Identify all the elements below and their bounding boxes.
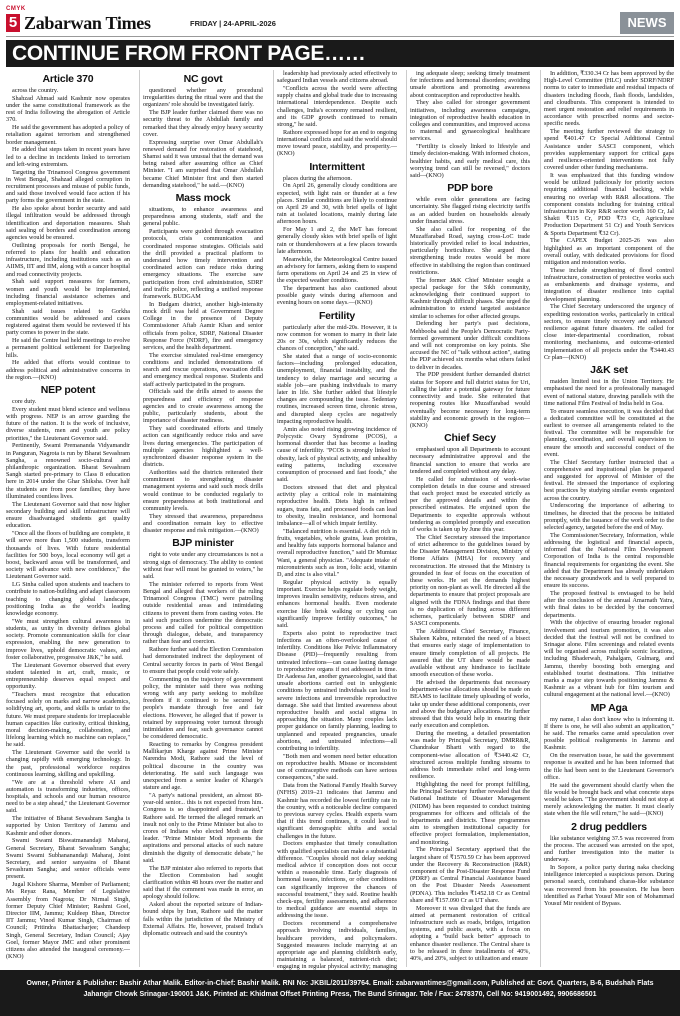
- article-paragraph: In Budgam district, another high-intensity mock drill was held at Government Degree College in the presence of Deputy Commissioner Aftab Aamir Khan and senior officials from police, SDRF, National Disaster Response Force (NDRF), fire and emergency services, and the health department.: [143, 300, 263, 352]
- article-paragraph: On April 26, generally cloudy conditions are expected, with light rain or thunder at a few places. Similar conditions are likely to continue on April 29 and 30, with brief spells of light rain at isolated locations, mainly during late afternoon hours.: [277, 182, 397, 226]
- article-paragraph: The Lieutenant Governor said the world is changing rapidly with emerging technology. In the past, professional workforce requires continuous learning, skilling and upskilling.: [6, 749, 130, 778]
- article-paragraph: my name, I also don't know who is informing it. If there is one, he will also submit an application," he said. The remarks came amid speculation over possible political realignments in Jammu and Kashmir.: [544, 715, 674, 752]
- article-paragraph: Doctors stressed that diet and physical activity play a critical role in maintaining reproductive health. Diets high in refined sugars, trans fats, and processed foods can lead to obesity, insulin resistance, and hormonal imbalance—all of which impair fertility.: [277, 483, 397, 527]
- article-headline: NEP potent: [40, 384, 96, 397]
- article-paragraph: Doctors recommend a comprehensive approach involving individuals, families, healthcare providers, and policymakers. Suggested measures include marrying at an appropriate age and planning childbirth early, maintaining a balanced, nutrient-rich diet; engaging in regular physical activity; managing: [277, 920, 397, 971]
- article-paragraph: The PDP president further demanded district status for Sopore and full district status for Uri, calling the latter a potential gateway for future connectivity and trade. She reiterated that reopening routes like Muzaffarabad would eventually become necessary for long-term stability and economic growth in the region—(KNO): [410, 371, 530, 429]
- article-paragraph: These include strengthening of flood control infrastructure, construction of protective works such as embankments and drainage systems, and integration of disaster resilience into capital development planning.: [544, 266, 674, 303]
- article-paragraph: Jugal Kishore Sharma, Member of Parliament; Ms Reyaz Rana, Member of Legislative Assembly from Nagrota; Dr Nirmal Singh, former Deputy Chief Minister; Rashmi Goel, Director IIM, Jammu; Kuldeep Bhan, Director IIT Jammu; Vinod Kumar Singh, Chairman of Council; Pritindra Bhattacharjee; Chandeep Singh, General Secretary, Indian Council; Ajay Goel, former Mayor JMC and other prominent citizens also attended the inaugural ceremony.—(KNO): [6, 881, 130, 961]
- article-paragraph: Officials said the drills aimed to assess the preparedness and efficiency of response agencies and to create awareness among the public, particularly students, about the importance of disaster readiness.: [143, 388, 263, 425]
- article-paragraph: Rathore further said the Election Commission had demonstrated indirect the deployment of Central security forces in parts of West Bengal to ensure that people could vote safely.: [143, 646, 263, 675]
- article-paragraph: Targeting the Trinamool Congress government in West Bengal, Shahzad alleged corruption in recruitment processes and misuse of public funds, and said those involved would face action if his party forms the government in the state.: [6, 168, 130, 205]
- article-paragraph: It was emphasized that this funding window would be utilized judiciously for priority sectors requiring additional financial backing, while ensuring no overlap with R&R allocations. The component consists including for training critical infrastructure in Key R&R sector worth 160 Cr, Jal Shakti ₹115 Cr, PDD ₹73 Cr, Agriculture Production Department 51 Cr) and Youth Services & Sports Department ₹32 Cr).: [544, 172, 674, 237]
- article-paragraph: "Both men and women need better education on reproductive health. Misuse or inconsistent use of contraceptive methods can have serious consequences," she said.: [277, 752, 397, 782]
- article-headline: Article 370: [42, 73, 94, 85]
- article-paragraph: "Once all the floors of building are complete, it will serve more than 1,500 students, transform thousands of lives. With future residential facilities for 500 boys, local economy will get a boost, backward areas will be transformed, and society will advance with new confidence," the Lieutenant Governor said.: [6, 530, 130, 581]
- article-paragraph: He said the government should clarify when the file would be brought back and what concrete steps would be taken. "The government should not stop at merely acknowledging the matter. It must clearly state when the file will return," he said—(KNO): [544, 781, 674, 818]
- article-paragraph: The BJP leader further claimed there was no security threat to the Abdullah family and remarked that they already enjoy heavy security cover.: [143, 109, 263, 138]
- imprint-footer: [0, 970, 680, 1016]
- article-paragraph: With the objective of ensuring broader regional involvement and tourism promotion, it was also decided that the festival will not be confined to Srinagar alone. Film screenings and related events will be organised across multiple scenic locations, including Bhaderwah, Pahalgam, Gulmarg, and Jammu, thereby boosting both emerging and established tourist destinations. This initiative marks a major step towards positioning Jammu & Kashmir as a vibrant hub for film tourism and cultural engagement at the national level.—(KNO): [544, 619, 674, 699]
- article-paragraph: He added that efforts would continue to address political and administrative concerns in the region.—(KNO): [6, 359, 130, 381]
- article-paragraph: The minister referred to reports from West Bengal and alleged that workers of the ruling Trinamool Congress (TMC) were patrolling outside residential areas and intimidating citizens to prevent them from casting votes. He said such practices undermine the democratic process and called for political competition through dialogue, debate, and transparency rather than fear and coercion.: [143, 580, 263, 646]
- article-paragraph: They also called for stronger government initiatives, including awareness campaigns, integration of reproductive health education in colleges and communities, and improved access to maternal and gynaecological healthcare services.: [410, 99, 530, 143]
- article-columns: [6, 70, 674, 971]
- article-paragraph: They stressed that awareness, preparedness and coordination remain key to effective disaster response and risk mitigation.—(KNO): [143, 512, 263, 535]
- page-banner: CONTINUE FROM FRONT PAGE……: [6, 40, 674, 67]
- article-paragraph: places during the afternoon.: [283, 174, 353, 182]
- article-paragraph: Shah said support measures for farmers, women and youth would be implemented, including financial assistance schemes and employment-related initiatives.: [6, 278, 130, 308]
- article-paragraph: Expressing surprise over Omar Abdullah's renewed demand for restoration of statehood, Shamsi said it was unusual that the demand was being raised after assuming office as Chief Minister. "I am surprised that Omar Abdullah became Chief Minister first and then started demanding statehood," he said.—(KNO): [143, 138, 263, 189]
- article-headline: Intermittent: [309, 160, 365, 173]
- article-headline: Chief Secy: [444, 432, 496, 445]
- article-headline: PDP bore: [447, 182, 493, 195]
- article-paragraph: The Commissioner/Secretary, Information, while addressing the logistical and financial aspects, informed that the National Film Development Corporation of India is the central responsible financial requirements for organizing the event. She added that the Department has already undertaken the necessary groundwork and is well prepared to ensure its success.: [544, 531, 674, 590]
- article-paragraph: To ensure seamless execution, it was decided that a dedicated committee will be constituted at the earliest to oversee all arrangements related to the festival. The committee will be responsible for planning, coordination, and overall supervision to ensure the smooth and successful conduct of the event.: [544, 407, 674, 458]
- article-paragraph: emphasised upon all Departments to account necessary administrative approval and the financial sanction to ensure that works are tendered and completed without any delay.: [410, 446, 530, 475]
- article-paragraph: The exercise simulated real-time emergency conditions and included demonstrations of search and rescue operations, evacuation drills and emergency medical response. Students and staff actively participated in the program.: [143, 351, 263, 388]
- article-headline: 2 drug peddlers: [571, 820, 647, 833]
- article-paragraph: The Chief Secretary further instructed that a comprehensive and inspirational plan be prepared and suggested for approval of Minister of the festival. He stressed the importance of exploring best practices by studying similar events organized across the country.: [544, 458, 674, 502]
- column-3: [273, 70, 397, 971]
- article-paragraph: "Fertility is closely linked to lifestyle and timely decision-making. With informed choices, healthier habits, and early medical care, this worrying trend can still be reversed," doctors said—(KNO): [410, 143, 530, 180]
- article-paragraph: Reacting to remarks by Congress president Mallikarjun Kharge against Prime Minister Narendra Modi, Rathore said the level of political discourse in the country was deteriorating. He said such language was unexpected from a senior leader of Kharge's stature and age.: [143, 740, 263, 792]
- article-paragraph: "A party's national president, an almost 80-year-old senior... this is not expected from him. Congress is so disappointed and frustrated," Rathore said. He termed the alleged remark an insult not only to the Prime Minister but also to crores of Indians who elected Modi as their leader. "Prime Minister Modi represents the aspirations and personal attacks of such nature diminish the dignity of democratic debate," he said.: [143, 792, 263, 864]
- article-paragraph: Regular physical activity is equally important. Exercise helps regulate body weight, improves insulin sensitivity, reduces stress, and enhances hormonal health. Even moderate exercise like brisk walking or cycling can significantly improve fertility outcomes," he said.: [277, 578, 397, 629]
- article-paragraph: He called for submission of work-wise completion details in due course and stressed that each project must be executed strictly as per the approved details and within the prescribed estimates. He enjoined upon the Departments to expedite approvals without tendering as completed promptly and execution of works is taken up by June this year.: [410, 475, 530, 533]
- page-number: 5: [6, 14, 20, 32]
- article-paragraph: leadership had previously acted effectively to safeguard Indian vessels and citizens abroad.: [277, 70, 397, 85]
- cmyk-mark: CMYK: [6, 6, 26, 12]
- masthead-title: Zabarwan Times: [24, 13, 151, 33]
- article-paragraph: Authorities said the districts reiterated their commitment to strengthening disaster management systems and said such mock drills would continue to be conducted regularly to ensure preparedness at both institutional and community levels.: [143, 468, 263, 512]
- article-headline: NC govt: [183, 73, 223, 85]
- article-paragraph: right to vote under any circumstances is not a strong sign of democracy. The ability to contest without fear will must be granted to voters," he said.: [143, 551, 263, 580]
- article-paragraph: The Additional Chief Secretary, Finance, Shaleen Kabra, reiterated the need of a bisect that ensures early stage of implementation to ensure timely completion of all projects. He assured that the UT share would be made available without any hindrance to facilitate smooth execution of these works.: [410, 627, 530, 679]
- article-paragraph: On the reservation issue, he said the government response is awaited and he has been informed that the file had been sent to the Lieutenant Governor's office.: [544, 752, 674, 781]
- article-headline: J&K set: [590, 364, 628, 377]
- column-4: [406, 70, 530, 967]
- article-paragraph: questioned whether any procedural irregularities during the ritual were and that the organizers' role should be investigated fairly.: [143, 87, 263, 109]
- article-paragraph: particularly after the mid-20s. However, it is now common for women to marry in their late 20s or 30s, which significantly reduces the chances of conception," she said.: [277, 323, 397, 353]
- article-paragraph: The Principal Secretary apprised that the largest share of ₹1570.59 Cr has been approved under the Recovery & Reconstruction (R&R) component of the Post-Disaster Response Fund (PDRF) as Central Financial Assistance based on the Post Disaster Needs Assessment (PDNA). This includes ₹1452.18 Cr as Central share and ₹157.090 Cr as UT share.: [410, 846, 530, 904]
- article-paragraph: The Lieutenant Governor said that now higher secondary building and skill infrastructure will ensure disadvantaged students get quality education.: [6, 500, 130, 530]
- article-paragraph: For May 1 and 2, the MeT has forecast generally cloudy skies with brief spells of light rain or thundershowers at a few places towards late afternoon.: [277, 226, 397, 255]
- article-paragraph: Commenting on the trajectory of government policy, the minister said there was nothing wrong with any party seeking to mobilize freedom if it continued to be secured by people's mandate through free and fair elections. However, he alleged that if power is retained by suppressing voter turnout through intimidation and fear, such governance cannot be considered democratic.: [143, 675, 263, 741]
- article-paragraph: Asked about the reported seizure of Indian-bound ships by Iran, Rathore said the matter falls within the jurisdiction of the Ministry of External Affairs. He, however, praised India's diplomatic outreach and said the country's: [143, 901, 263, 938]
- article-paragraph: Defending her party's past decisions, Mehbooba said the People's Democratic Party-formed government under difficult conditions and will not compromise on key points. She accused the NC of "talk without action", stating the PDP achieved six months what others failed to deliver in decades.: [410, 320, 530, 371]
- article-paragraph: core duty.: [12, 398, 37, 406]
- article-paragraph: Every student must blend science and wellness with progress. NEP is an arrow guarding the future of the nation. It is the work of inclusive, diverse students, men and youth are policy priorities," the Lieutenant Governor said.: [6, 405, 130, 442]
- article-paragraph: across the country.: [12, 87, 59, 94]
- article-paragraph: In addition, ₹330.34 Cr has been approved by the High-Level Committee (HLC) under SDRF/NDRF norms to cater to immediate and residual impacts of disasters including floods, flash floods, landslides, and cloudbursts. This component is intended to meet urgent restoration and relief requirements in accordance with prescribed norms and sector-specific needs.: [544, 70, 674, 128]
- page-header: [6, 6, 674, 34]
- article-paragraph: maiden limited test in the Union Territory. He emphasised the need for a professionally managed event of national stature, drawing parallels with the time national Film Festival of India held in Goa.: [544, 378, 674, 407]
- article-paragraph: The Chief Secretary stressed the importance of strict adherence to the guidelines issued by the Disaster Management Division, Ministry of Home Affairs (MHA) for recovery and reconstruction. He stressed that the Ministry is grounded in fear of focus on the execution of these works. He set the demands highest priority on non-plant as well. He directed all the departments to ensure that project proposals are aligned with the FDNA findings and that there is no duplication of funding across different schemes, particularly between SDRF and SASCI components.: [410, 533, 530, 628]
- column-1: [6, 70, 130, 967]
- article-paragraph: Meanwhile, the Meteorological Centre issued an advisory for farmers, asking them to suspend farm operations on April 24 and 25 in view of the expected weather conditions.: [277, 255, 397, 285]
- article-paragraph: They said coordinated efforts and timely action can significantly reduce risks and save lives during emergencies. The participation of multiple agencies highlighted a well-synchronized disaster response system in the districts.: [143, 425, 263, 469]
- article-paragraph: She also called for reopening of the Muzaffarabad Road, saying cross-LoC trade historically provided relief to local industries, particularly horticulture. She argued that strengthening trade routes would be more effective in stabilising the region than continued restrictions.: [410, 225, 530, 276]
- article-paragraph: like substance weighing 37.5 was recovered from the process. The accused was arrested on the spot, and further investigation into the matter is underway.: [544, 834, 674, 864]
- article-paragraph: situations, to enhance awareness and preparedness among students, staff and the general public.: [143, 206, 263, 228]
- column-5: [540, 70, 674, 967]
- article-paragraph: Moreover it was divulged that the funds are aimed at permanent restoration of critical infrastructure such as roads, bridges, irrigation systems, and public assets, with a focus on adopting a "build back better" approach to enhance disaster resilience. The Central share is to be released in three installments of 40%, 40%, and 20%, subject to utilization and ensure: [410, 904, 530, 963]
- article-paragraph: "We must strengthen cultural awareness in students, as unity in diversity defines global society. Promote communication skills for clear expression, enabling the new generation to improve lives, uphold democratic values, and foster collaborative, progressive J&K," he said.: [6, 617, 130, 661]
- article-paragraph: He said the government has adopted a policy of retaliation against terrorism and strengthened border management.: [6, 124, 130, 146]
- article-paragraph: Amin also noted rising growing incidence of Polycystic Ovary Syndrome (PCOS), a hormonal disorder that has become a leading cause of infertility. "PCOS is strongly linked to obesity, lack of physical activity, and unhealthy eating patterns, including excessive consumption of processed and fast foods," she said.: [277, 425, 397, 484]
- article-headline: MP Aga: [590, 701, 628, 714]
- article-paragraph: LG Sinha called upon students and teachers to contribute to nation-building and adapt classroom teaching to changing global landscape, positioning India as the world's leading knowledge economy.: [6, 581, 130, 617]
- article-paragraph: He said the Centre had held meetings to evolve a permanent political settlement for Darjeeling hills.: [6, 337, 130, 359]
- article-headline: Mass mock: [175, 192, 231, 205]
- article-paragraph: The initiative of Bharat Sevashram Sangha is supported by Union Territory of Jammu and Kashmir and other donors.: [6, 815, 130, 837]
- article-paragraph: He advised the departments that necessary department-wise allocations should be made on BEAMS to facilitate timely uploading of works, take up under these additional components, over and above the budgetary allocations. He further stressed that this would help in ensuring their early execution and completion.: [410, 678, 530, 730]
- article-paragraph: The BJP minister also referred to reports that the Election Commission had sought clarification within 48 hours over the matter and said that if the comment was made in error, an apology should follow.: [143, 864, 263, 901]
- article-paragraph: He added that steps taken in recent years have led to a decline in incidents linked to terrorism and left-wing extremism.: [6, 146, 130, 168]
- article-paragraph: She stated that a range of socio-economic factors—including prolonged education, unemployment, financial instability, and the tendency to delay marriage and securing a stable job—are pushing individuals to marry later in life. She further added that lifestyle changes are compounding the issue. Sedentary routines, increased screen time, chronic stress, and disrupted sleep cycles are negatively impacting reproductive health.: [277, 353, 397, 425]
- article-paragraph: "Teachers must recognize that education focused solely on marks and narrow academics, solidifying art, sports, and skills is unfair to the future. We must prepare students for irreplaceable human capacities like curiosity, critical thinking, moral decision-making, collaboration, and lifelong learning which no machine can replace," he said.: [6, 690, 130, 749]
- article-paragraph: Underscoring the importance of adhering to timelines, he directed that the process be initiated promptly, with the issuance of the work order to the selected agency, targeted before the end of May.: [544, 502, 674, 531]
- article-paragraph: Rathore expressed hope for an end to ongoing international conflicts and said the world should move toward peace, stability, and prosperity.—(KNO): [277, 128, 397, 158]
- article-paragraph: Pertinently, Swami Premananda Vidyamandir in Panguran, Nagrota is run by Bharat Sevashram Sangha, a renowned socio-cultural and philanthropic organization. Bharat Sevashram Sangh started pre-primary to Class 8 education here in 2014 under the Ghar Shiksha. Over half the students are from poor families; they have illuminated countless lives.: [6, 442, 130, 500]
- article-paragraph: Participants were guided through evacuation protocols, crisis communication and coordinated response strategies. Officials said the drill provided a practical platform to understand how timely intervention and coordinated action can reduce risks during emergency situations. The exercise saw participation from civil administration, SDRF and traffic police, reflecting a unified response framework. BUDGAM: [143, 228, 263, 301]
- article-paragraph: During the meeting, a detailed presentation was made by Principal Secretary, DMRR&R, Chandrakar Bharti with regard to the component-wise allocation of ₹3440.42 Cr, structured across multiple funding streams to address both immediate relief and long-term resilience.: [410, 730, 530, 781]
- article-paragraph: The proposed festival is envisaged to be held after the conclusion of the annual Amarnath Yatra, with final dates to be decided by the concerned departments.: [544, 589, 674, 619]
- article-paragraph: In Sopore, a police party during naka checking intelligence intercepted a suspicious person. During personal search, contraband charas-like substance was recovered from his possession. He has been identified as Farhat Yousuf Mir son of Mohammad Yousuf Mir resident of Bypass.: [544, 864, 674, 908]
- article-paragraph: Experts also point to reproductive tract infections as an often-overlooked cause of infertility. Conditions like Pelvic Inflammatory Disease (PID)—frequently resulting from untreated infections—can cause lasting damage to reproductive organs if not addressed in time. Dr Aadeesa Jan, another gynaecologist, said that unsafe abortions carried out in unhygienic conditions by untrained individuals can lead to severe infections and irreversible reproductive damage. She said that limited awareness about reproductive health and social stigma in approaching the situation. Many couples lack proper guidance on family planning, leading to unplanned and repeated pregnancies, unsafe abortions, and untreated infections—all contributing to infertility.: [277, 629, 397, 752]
- imprint-line: Owner, Printer & Publisher: Bashir Athar Malik. Editor-in-Chief: Bashir Malik. RNI No: JKBIL/2011/39764. Email: zabarwantimes@gmail.com, Published at: Govt. Quarters, B-6, Budshah Flats: [26, 980, 654, 987]
- article-paragraph: Outlining proposals for north Bengal, he referred to plans for health and education infrastructure, including institutions such as an AIIMS, IIT and IIM, along with a cancer hospital and road connectivity projects.: [6, 241, 130, 278]
- dateline: FRIDAY | 24-APRIL-2026: [190, 19, 276, 28]
- article-paragraph: Swami Swami Biswatmanandaji Maharaj, General Secretary, Bharat Sevashram Sangha; Swami Swami Subhananandaji Maharaj, Joint Secretary, and senior sanyasins of Bharat Sevashram Sangha; and senior officials were present.: [6, 837, 130, 881]
- imprint-line: Jahangir Chowk Srinagar-190001 J&K. Printed at: Khidmat Offset Printing Press, The Bund Srinagar. Tele / Fax: 2478370, Cell No: 9419001492, 9906686501: [83, 991, 597, 998]
- article-paragraph: Doctors emphasize that timely consultation with qualified specialists can make a substantial difference. "Couples should not delay seeking medical advice if conception does not occur within a reasonable time. Early diagnosis of hormonal issues, infections, or other conditions can significantly improve the chances of successful treatment," they said. Routine health check-ups, fertility assessments, and adherence to medical guidance are essential steps in addressing the issue.: [277, 840, 397, 920]
- article-headline: Fertility: [318, 309, 356, 322]
- article-paragraph: "Balanced nutrition is essential. A diet rich in fruits, vegetables, whole grains, lean proteins, and healthy fats supports hormonal balance and overall reproductive function," said Dr Mumtaz Wani, a general physician. "Adequate intake of micronutrients such as iron, folic acid, vitamin D, and zinc is also vital.": [277, 527, 397, 578]
- article-paragraph: The CAPEX Budget 2025-26 was also highlighted as an important component of the overall outlay, with dedicated provisions for flood mitigation and restoration works.: [544, 237, 674, 267]
- article-paragraph: ing adequate sleep; seeking timely treatment for infections and hormonal disorders; avoiding unsafe abortions and promoting awareness about contraception and reproductive health.: [410, 70, 530, 99]
- article-paragraph: The Chief Secretary underscored the urgency of expediting restoration works, particularly in critical sectors, to ensure timely recovery and enhanced resilience against future disasters. He called for close inter-departmental coordination, robust monitoring mechanisms, and outcome-oriented implementation of all projects under the ₹3440.43 Cr plan—(KNO): [544, 303, 674, 361]
- article-paragraph: He also spoke about border security and said illegal infiltration would be addressed through identification and deportation measures. Shah said sealing of borders and coordination among agencies would be ensured.: [6, 205, 130, 242]
- article-paragraph: "Conflicts across the world were affecting supply chains and global trade due to increasing international interdependence. Despite such challenges, India's economy remained resilient, and its GDP growth continued to remain strong," he said.: [277, 85, 397, 129]
- article-paragraph: The meeting further reviewed the strategy to spend ₹401.47 Cr Special Additional Central Assistance under SASCI component, which provides supplementary support for critical gaps and resilience-oriented interventions not fully covered under other funding mechanisms.: [544, 128, 674, 172]
- article-paragraph: Shah said issues related to Gorkha communities would be addressed and cases registered against them would be reviewed if his party comes to power in the state.: [6, 307, 130, 337]
- column-2: [139, 70, 263, 967]
- article-paragraph: Data from the National Family Health Survey (NFHS) 2019–21 indicates that Jammu and Kashmir has recorded the lowest fertility rate in the country, with a noticeable decline compared to previous survey cycles. Health experts warn that if this trend continues, it could lead to significant demographic shifts and social challenges in the future.: [277, 782, 397, 840]
- article-paragraph: The former J&K Chief Minister sought a special package for the Sikh community, acknowledging their continued support to Kashmir through difficult phases. She urged the administration to extend targeted assistance similar to schemes for other affected groups.: [410, 276, 530, 320]
- section-tag: NEWS: [620, 12, 674, 34]
- article-paragraph: The department has also cautioned about possible gusty winds during afternoon and evening hours on some days.—(KNO): [277, 285, 397, 307]
- article-paragraph: Shahzad Ahmad said Kashmir now operates under the same constitutional framework as the rest of India following the abrogation of Article 370.: [6, 94, 130, 124]
- article-paragraph: while even older generations are facing uncertainty. She flagged rising electricity tariffs as an added burden on households already under financial stress.: [410, 196, 530, 225]
- article-paragraph: Highlighting the need for prompt fulfilling, the Principal Secretary further revealed that the National Institute of Disaster Management (NIDM) has been requested to conduct training programmes for officers and officials of the departments and districts. These programmes aim to strengthen institutional capacity for effective project formulation, implementation, and monitoring.: [410, 781, 530, 846]
- article-headline: BJP minister: [172, 537, 234, 550]
- article-paragraph: "We are at a threshold where AI and automation is transforming industries, offices, hospitals, and schools and our human resource need to be a step ahead," the Lieutenant Governor said.: [6, 778, 130, 815]
- header-divider: [6, 36, 674, 37]
- article-paragraph: The Lieutenant Governor observed that every student talented in art, craft, music, or entrepreneurship deserves equal respect and opportunity.: [6, 661, 130, 691]
